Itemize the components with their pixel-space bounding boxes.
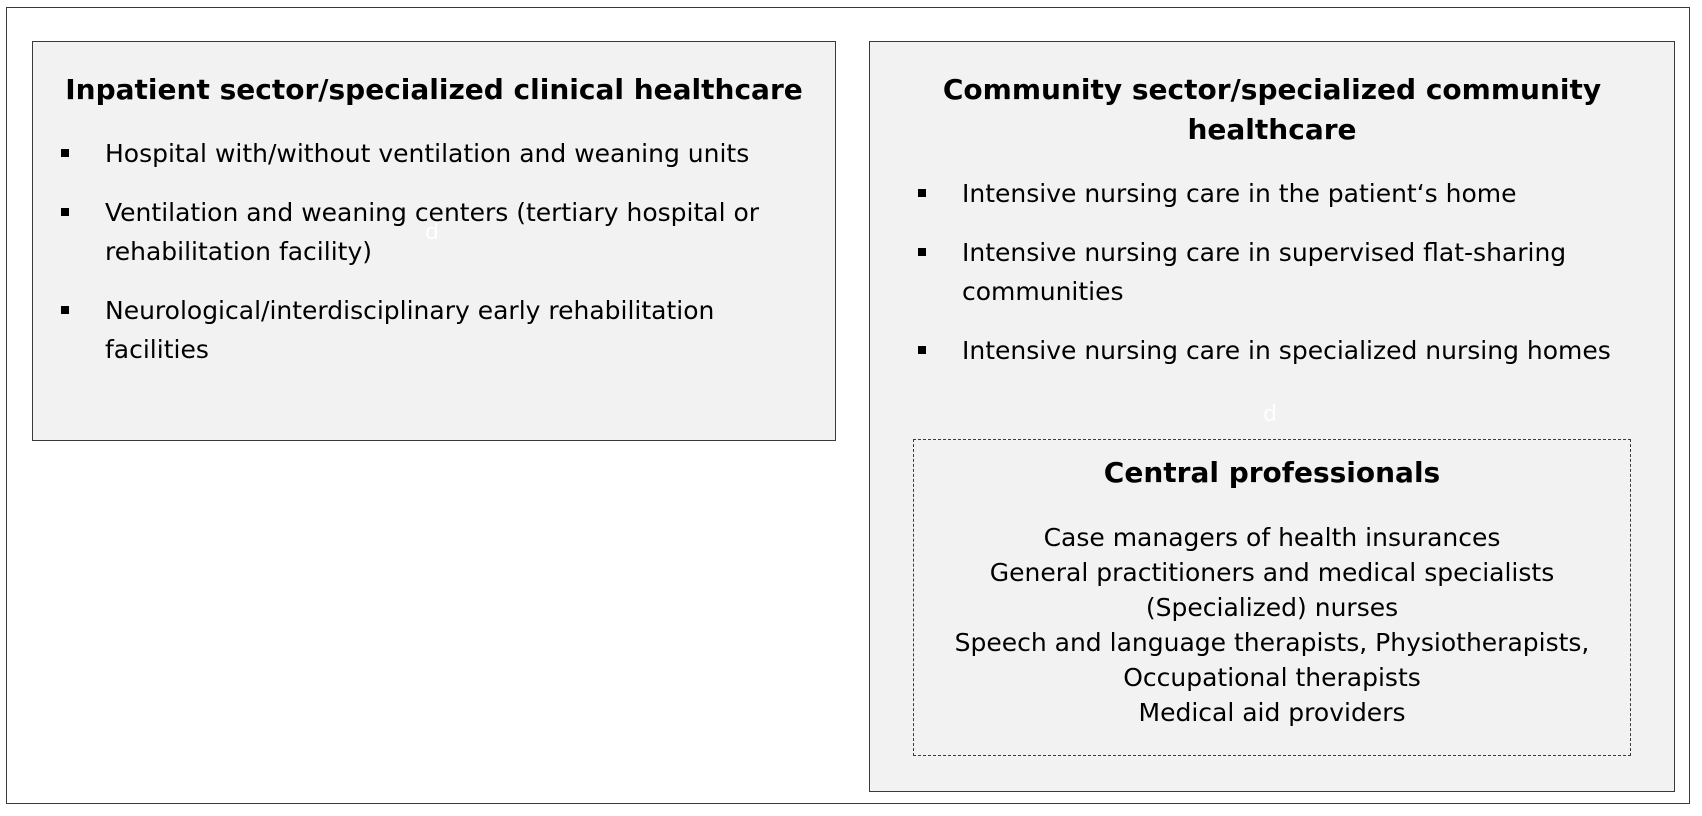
- faint-marker-text: d: [425, 220, 439, 245]
- list-item-text: Intensive nursing care in supervised flat-sharing communities: [962, 238, 1567, 306]
- faint-marker-text: d: [1263, 402, 1277, 427]
- square-bullet-icon: [918, 189, 926, 197]
- list-item-text: Intensive nursing care in the patient‘s home: [962, 179, 1517, 208]
- list-item-text: Ventilation and weaning centers (tertiary hospital or rehabilitation facility): [105, 198, 760, 266]
- professional-line: Occupational therapists: [1123, 663, 1421, 692]
- list-item: [918, 331, 1638, 370]
- professional-line: Case managers of health insurances: [1043, 523, 1501, 552]
- list-item-text: Neurological/interdisciplinary early rehabilitation facilities: [105, 296, 715, 364]
- professional-line: Speech and language therapists, Physiotherapists,: [954, 628, 1590, 657]
- list-item-text: Intensive nursing care in specialized nursing homes: [962, 336, 1611, 365]
- inpatient-sector-title: Inpatient sector/specialized clinical healthcare: [65, 73, 803, 106]
- list-item: [61, 291, 801, 369]
- community-sector-title: Community sector/specialized community healthcare: [942, 73, 1602, 146]
- professional-line: Medical aid providers: [1138, 698, 1406, 727]
- central-professionals-title: Central professionals: [1103, 456, 1441, 489]
- list-item: [61, 134, 801, 173]
- square-bullet-icon: [61, 306, 69, 314]
- professional-line: General practitioners and medical specialists: [989, 558, 1555, 587]
- list-item: [918, 174, 1638, 213]
- community-sector-list: [918, 174, 1638, 390]
- central-professionals-box: [913, 439, 1631, 756]
- list-item: [918, 233, 1638, 311]
- professional-line: (Specialized) nurses: [1145, 593, 1399, 622]
- square-bullet-icon: [918, 346, 926, 354]
- inpatient-sector-panel: [32, 41, 836, 441]
- square-bullet-icon: [61, 208, 69, 216]
- central-professionals-list: [914, 520, 1630, 730]
- inpatient-sector-list: [61, 134, 801, 389]
- community-sector-panel: [869, 41, 1675, 792]
- list-item-text: Hospital with/without ventilation and weaning units: [105, 139, 750, 168]
- square-bullet-icon: [918, 248, 926, 256]
- square-bullet-icon: [61, 149, 69, 157]
